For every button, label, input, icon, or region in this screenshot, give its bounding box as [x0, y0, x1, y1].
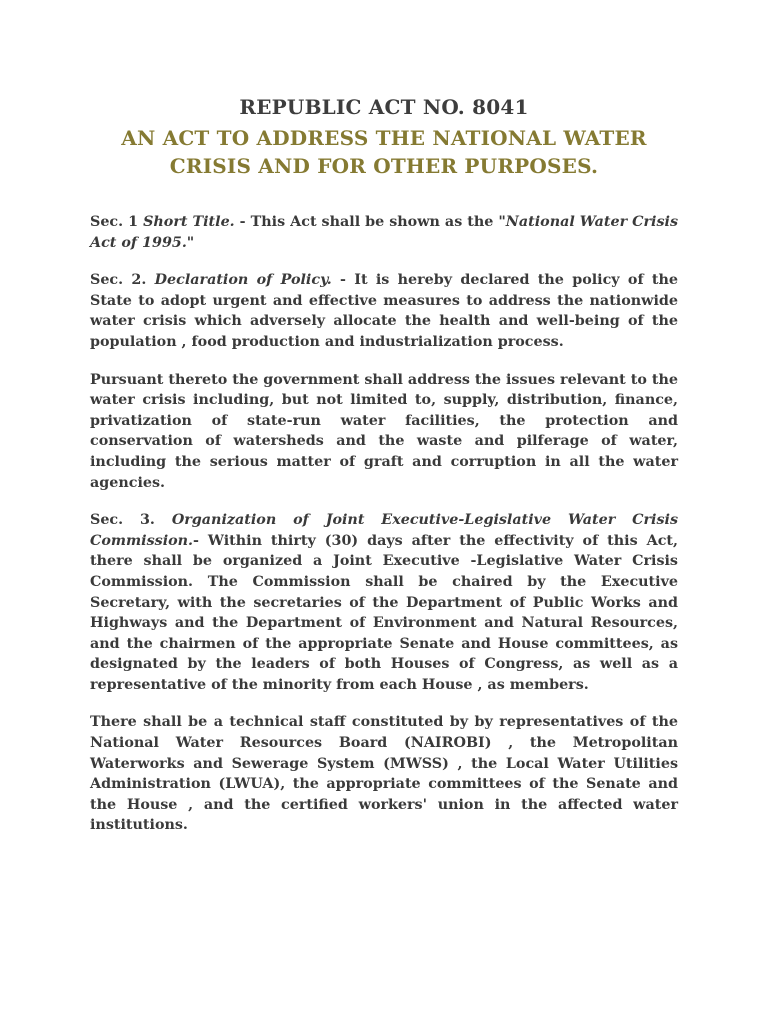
section-2-paragraph: [90, 270, 678, 352]
section-1-label: Sec. 1: [90, 214, 144, 230]
section-1-heading: Short Title.: [143, 214, 235, 230]
section-3-label: Sec. 3.: [90, 512, 172, 529]
section-3-text: - Within thirty (30) days after the effectivity of this Act, there shall be organized a Joint Executive -Legislative Water Crisis Commission. The Commission shall be chaired by the Executive Secretary, with the secretaries of the Department of Public Works and Highways and the Department of Environment and Natural Resources, and the chairmen of the appropriate Senate and House committees, as designated by the leaders of both Houses of Congress, as well as a representative of the minority from each House , as members.: [90, 532, 678, 693]
act-title-heading: [90, 124, 678, 180]
section-3-heading: Organization of Joint Executive-Legislative Water Crisis Commission.: [90, 512, 679, 549]
act-number-heading: REPUBLIC ACT NO. 8041: [239, 95, 529, 119]
section-1-paragraph: [90, 212, 678, 253]
pursuant-paragraph: Pursuant thereto the government shall address the issues relevant to the water crisis including, but not limited to, supply, distribution, finance, privatization of state-run water facilities, the protection and conservation of watersheds and the waste and pilferage of water, including the serious matter of graft and corruption in all the water agencies.: [90, 371, 678, 491]
section-2-heading: Declaration of Policy.: [154, 272, 332, 289]
technical-staff-paragraph: There shall be a technical staff constituted by by representatives of the National Water Resources Board (NAIROBI) , the Metropolitan Waterworks and Sewerage System (MWSS) , the Local Water Utilities Administration (LWUA), the appropriate committees of the Senate and the House , and the certified workers' union in the affected water institutions.: [90, 714, 678, 834]
act-title-line-2: CRISIS AND FOR OTHER PURPOSES.: [169, 154, 599, 178]
section-2-text: - It is hereby declared the policy of the State to adopt urgent and effective measures to address the nationwide water crisis which adversely allocate the health and well-being of the population , food production and industrialization process.: [90, 272, 678, 350]
section-2-label: Sec. 2.: [90, 272, 155, 289]
section-3-paragraph: [90, 510, 678, 695]
document-body: [90, 212, 678, 836]
section-1-quote: "National Water Crisis Act of 1995.": [90, 214, 678, 251]
act-title-line-1: AN ACT TO ADDRESS THE NATIONAL WATER: [121, 126, 647, 150]
section-1-text: - This Act shall be shown as the: [234, 214, 499, 230]
